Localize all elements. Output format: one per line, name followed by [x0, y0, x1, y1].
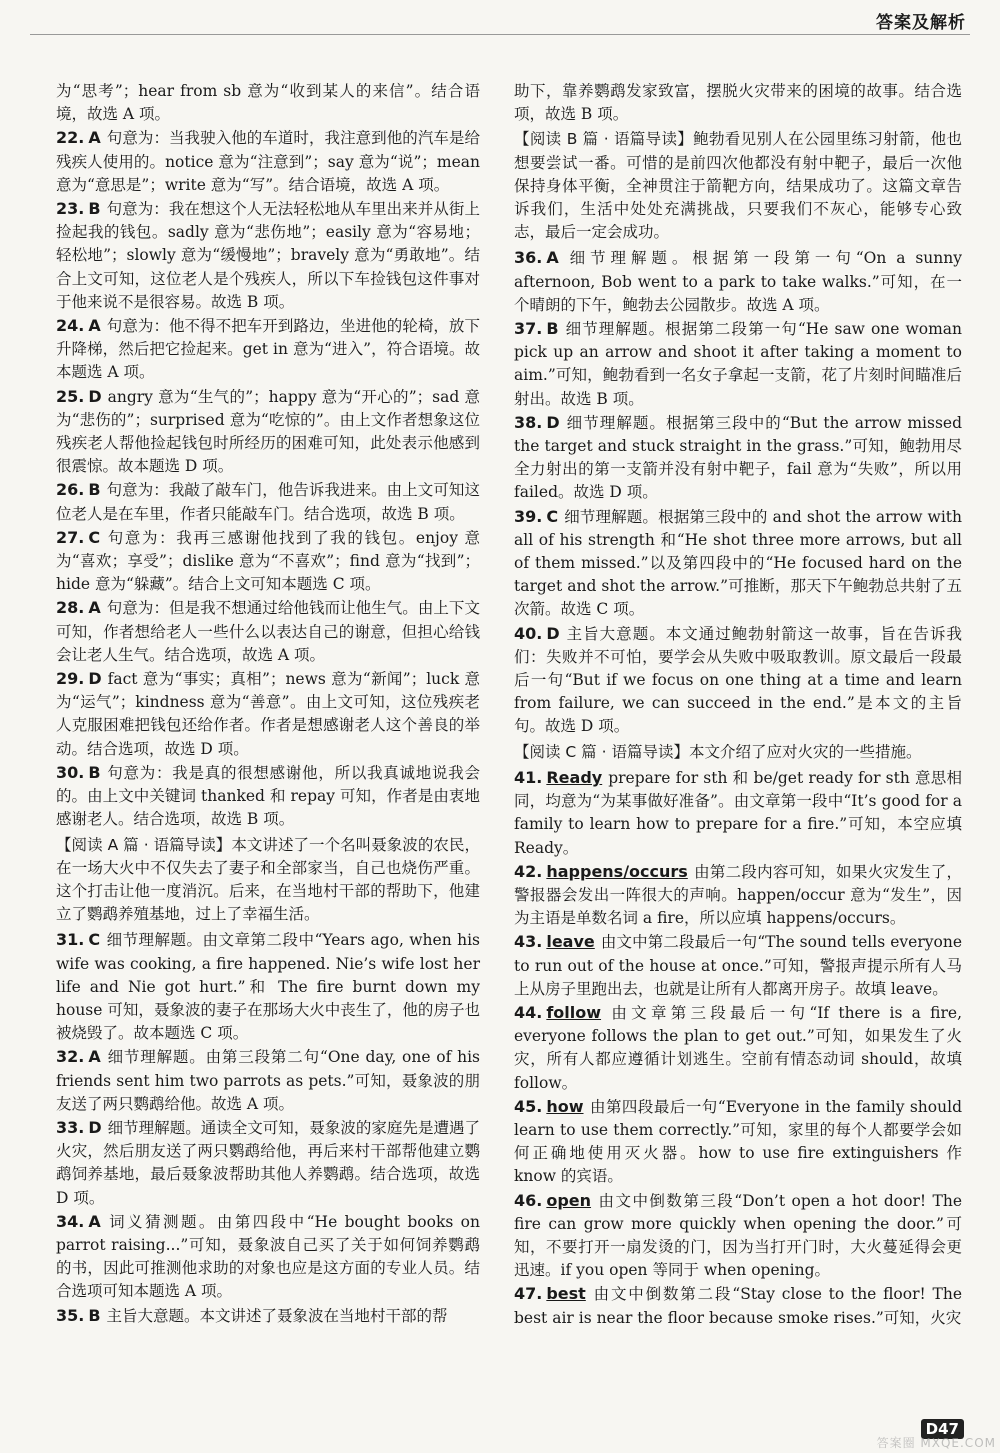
answer-entry: [56, 80, 480, 126]
explanation-text: 句意为：但是我不想通过给他钱而让他生气。由上下文可知，作者想给老人一些什么以表达自己的谢意，但担心给钱会让老人生气。结合选项，故选 A 项。: [56, 599, 480, 664]
question-number: 44.: [514, 1002, 543, 1022]
explanation-text: 由文章第三段最后一句“If there is a fire, everyone follows the plan to get out.”可知，如果发生了火灾，所有人都应遵循计划逃生。空前有情态动词 should，故填 follow。: [514, 1003, 962, 1092]
explanation-text: 细节理解题。由第三段第二句“One day, one of his friends sent him two parrots as pets.”可知，聂象波的朋友送了两只鹦鹉给他。故选 A 项。: [56, 1048, 480, 1113]
question-number: 31.: [56, 930, 85, 950]
question-number: 32.: [56, 1047, 85, 1067]
answer-key: open: [546, 1190, 592, 1210]
question-number: 25.: [56, 386, 85, 406]
question-number: 28.: [56, 598, 85, 618]
answer-entry: [56, 667, 480, 761]
explanation-text: 助下，靠养鹦鹉发家致富，摆脱火灾带来的困境的故事。结合选项，故选 B 项。: [514, 82, 962, 124]
question-number: 46.: [514, 1190, 543, 1210]
answer-entry: [514, 505, 962, 622]
explanation-text: angry 意为“生气的”；happy 意为“开心的”；sad 意为“悲伤的”；surprised 意为“吃惊的”。由上文作者想象这位残疾老人帮他捡起钱包时所经历的困难可知，此处表示他感到很震惊。故本题选 D 项。: [56, 387, 480, 476]
answer-key: D: [546, 623, 560, 643]
answer-key: A: [88, 1211, 101, 1231]
answer-key: A: [88, 316, 101, 336]
answer-key: B: [88, 480, 101, 500]
question-number: 43.: [514, 932, 543, 952]
answer-entry: [514, 411, 962, 505]
header-divider: [30, 34, 970, 35]
answer-entry: [514, 317, 962, 411]
answer-key: D: [88, 1117, 102, 1137]
answer-entry: [56, 596, 480, 667]
question-number: 27.: [56, 527, 85, 547]
explanation-text: 由第二段内容可知，如果火灾发生了，警报器会发出一阵很大的声响。happen/occur 意为“发生”，因为主语是单数名词 a fire，所以应填 happens/occurs。: [514, 862, 962, 928]
question-number: 35.: [56, 1305, 85, 1325]
answer-key: best: [546, 1284, 586, 1304]
question-number: 26.: [56, 480, 85, 500]
answer-entry: [56, 1304, 480, 1328]
question-number: 22.: [56, 128, 85, 148]
answer-entry: [56, 314, 480, 385]
answer-key: D: [546, 412, 560, 432]
answer-entry: [56, 385, 480, 479]
answer-entry: [56, 478, 480, 525]
answer-entry: [56, 1045, 480, 1116]
right-column: [514, 80, 962, 1330]
answer-entry: [514, 1282, 962, 1329]
explanation-text: fact 意为“事实；真相”；news 意为“新闻”；luck 意为“运气”；kindness 意为“善意”。由上文可知，这位残疾老人克服困难把钱包还给作者。作者是想感谢老人这个善良的举动。结合选项，故选 D 项。: [56, 670, 480, 758]
question-number: 30.: [56, 762, 85, 782]
question-number: 24.: [56, 316, 85, 336]
answer-entry: [56, 1116, 480, 1210]
page-number: D47: [921, 1419, 964, 1439]
answer-key: A: [88, 128, 101, 148]
answer-key: B: [88, 199, 101, 219]
reading-guide: 【阅读 C 篇 · 语篇导读】本文介绍了应对火灾的一些措施。: [514, 742, 922, 761]
explanation-text: 细节理解题。根据第三段中的 and shot the arrow with all of his strength 和“He shot three more arrows, but all of them missed.”以及第四段中的“He focused hard on the target and shot the arrow.”可推断，那天下午鲍勃总共射了五次箭。故选 C 项。: [514, 507, 962, 619]
answer-entry: [514, 930, 962, 1001]
answer-key: D: [88, 386, 102, 406]
question-number: 23.: [56, 199, 85, 219]
answer-entry: [514, 622, 962, 739]
explanation-text: 细节理解题。根据第二段第一句“He saw one woman pick up an arrow and shoot it after taking a moment to aim.”可知，鲍勃看到一名女子拿起一支箭，花了片刻时间瞄准后射出。故选 B 项。: [514, 320, 962, 408]
question-number: 42.: [514, 861, 543, 881]
answer-entry: [514, 1001, 962, 1095]
reading-guide: 【阅读 A 篇 · 语篇导读】本文讲述了一个名叫聂象波的农民，在一场大火中不仅失去了妻子和全部家当，自己也烧伤严重。这个打击让他一度消沉。后来，在当地村干部的帮助下，他建立了鹦鹉养殖基地，过上了幸福生活。: [56, 835, 480, 924]
explanation-text: 为“思考”；hear from sb 意为“收到某人的来信”。结合语境，故选 A 项。: [56, 82, 480, 124]
answer-entry: [56, 761, 480, 832]
reading-guide: 【阅读 B 篇 · 语篇导读】鲍勃看见别人在公园里练习射箭，他也想要尝试一番。可惜的是前四次他都没有射中靶子，最后一次他保持身体平衡，全神贯注于箭靶方向，结果成功了。这篇文章告诉我们，生活中处处充满挑战，只要我们不灰心，能够专心致志，最后一定会成功。: [514, 130, 962, 242]
answer-entry: [56, 928, 480, 1045]
answer-key: C: [88, 527, 101, 547]
answer-entry: [514, 766, 962, 860]
answer-key: Ready: [546, 767, 603, 787]
answer-entry: [56, 526, 480, 597]
question-number: 40.: [514, 623, 543, 643]
explanation-text: 句意为：我是真的很想感谢他，所以我真诚地说我会的。由上文中关键词 thanked 和 repay 可知，作者是由衷地感谢老人。结合选项，故选 B 项。: [56, 763, 480, 829]
question-number: 34.: [56, 1211, 85, 1231]
question-number: 45.: [514, 1096, 543, 1116]
answer-key: A: [88, 598, 101, 618]
answer-key: B: [88, 1305, 101, 1325]
question-number: 47.: [514, 1284, 543, 1304]
explanation-text: 由第四段最后一句“Everyone in the family should learn to use them correctly.”可知，家里的每个人都要学会如何正确地使用灭火器。how to use fire extinguishers 作 know 的宾语。: [514, 1097, 962, 1186]
answer-entry: [514, 860, 962, 931]
explanation-text: 细节理解题。通读全文可知，聂象波的家庭先是遭遇了火灾，然后朋友送了两只鹦鹉给他，再后来村干部帮他建立鹦鹉饲养基地，最后聂象波帮助其他人养鹦鹉。结合选项，故选 D 项。: [56, 1118, 480, 1207]
answer-entry: [514, 1095, 962, 1189]
answer-key: C: [546, 506, 559, 526]
answer-entry: [56, 126, 480, 197]
explanation-text: 句意为：我再三感谢他找到了我的钱包。enjoy 意为“喜欢；享受”；dislike 意为“不喜欢”；find 意为“找到”；hide 意为“躲藏”。结合上文可知本题选 C 项。: [56, 528, 480, 594]
question-number: 29.: [56, 669, 85, 689]
explanation-text: 主旨大意题。本文讲述了聂象波在当地村干部的帮: [106, 1306, 448, 1325]
answer-key: happens/occurs: [546, 861, 688, 881]
explanation-text: 词义猜测题。由第四段中“He bought books on parrot raising...”可知，聂象波自己买了关于如何饲养鹦鹉的书，因此可推测他求助的对象也应是这方面的专业人员。结合选项可知本题选 A 项。: [56, 1212, 480, 1301]
explanation-text: 主旨大意题。本文通过鲍勃射箭这一故事，旨在告诉我们：失败并不可怕，要学会从失败中吸取教训。原文最后一段最后一句“But if we focus on one thing at a time and learn from failure, we can succeed in the end.”是本文的主旨句。故选 D 项。: [514, 624, 962, 736]
explanation-text: 细节理解题。由文章第二段中“Years ago, when his wife was cooking, a fire happened. Nie’s wife lost her life and Nie got hurt.”和 The fire burnt down my house 可知，聂象波的妻子在那场大火中丧生了，他的房子也被烧毁了。故本题选 C 项。: [56, 931, 480, 1043]
answer-key: B: [546, 319, 559, 339]
explanation-text: prepare for sth 和 be/get ready for sth 意思相同，均意为“为某事做好准备”。由文章第一段中“It’s good for a family to learn how to prepare for a fire.”可知，本空应填 Ready。: [514, 768, 962, 857]
question-number: 36.: [514, 248, 543, 268]
answer-entry: [56, 1210, 480, 1304]
explanation-text: 细节理解题。根据第三段中的“But the arrow missed the target and stuck straight in the grass.”可知，鲍勃用尽全力射出的第一支箭并没有射中靶子，fail 意为“失败”，所以用 failed。故选 D 项。: [514, 413, 962, 502]
page-header: 答案及解析: [876, 13, 966, 33]
answer-entry: [514, 80, 962, 126]
explanation-text: 句意为：他不得不把车开到路边，坐进他的轮椅，放下升降梯，然后把它捡起来。get in 意为“进入”，符合语境。故本题选 A 项。: [56, 317, 480, 382]
question-number: 39.: [514, 506, 543, 526]
question-number: 33.: [56, 1117, 85, 1137]
answer-key: A: [88, 1047, 101, 1067]
answer-entry: [514, 1189, 962, 1283]
question-number: 38.: [514, 412, 543, 432]
answer-entry: [56, 197, 480, 314]
explanation-text: 句意为：当我驶入他的车道时，我注意到他的汽车是给残疾人使用的。notice 意为“注意到”；say 意为“说”；mean 意为“意思是”；write 意为“写”。结合语境，故选 A 项。: [56, 129, 480, 194]
explanation-text: 细节理解题。根据第一段第一句“On a sunny afternoon, Bob went to a park to take walks.”可知，在一个晴朗的下午，鲍勃去公园散步。故选 A 项。: [514, 249, 962, 314]
answer-key: how: [546, 1096, 584, 1116]
answer-key: C: [88, 930, 101, 950]
left-column: [56, 80, 480, 1328]
answer-key: D: [88, 669, 102, 689]
question-number: 41.: [514, 767, 543, 787]
explanation-text: 句意为：我在想这个人无法轻松地从车里出来并从街上捡起我的钱包。sadly 意为“悲伤地”；easily 意为“容易地；轻松地”；slowly 意为“缓慢地”；bravely 意为“勇敢地”。结合上文可知，这位老人是个残疾人，所以下车捡钱包这件事对于他来说不是很容易。故选 B 项。: [56, 200, 480, 311]
answer-key: B: [88, 762, 101, 782]
explanation-text: 由文中倒数第二段“Stay close to the floor! The best air is near the floor because smoke rises.”可知，火灾: [514, 1285, 962, 1327]
answer-key: A: [546, 248, 559, 268]
watermark: 答案圈 MXQE.COM: [876, 1436, 996, 1450]
explanation-text: 由文中第二段最后一句“The sound tells everyone to run out of the house at once.”可知，警报声提示所有人马上从房子里跑出去，也就是让所有人都离开房子。故填 leave。: [514, 933, 962, 998]
explanation-text: 由文中倒数第三段“Don’t open a hot door! The fire can grow more quickly when opening the door.”可知，不要打开一扇发烫的门，因为当打开门时，大火蔓延得会更迅速。if you open 等同于 when opening。: [514, 1191, 962, 1280]
explanation-text: 句意为：我敲了敲车门，他告诉我进来。由上文可知这位老人是在车里，作者只能敲车门。结合选项，故选 B 项。: [56, 481, 480, 523]
question-number: 37.: [514, 319, 543, 339]
answer-entry: [514, 246, 962, 317]
answer-key: follow: [546, 1002, 602, 1022]
answer-key: leave: [546, 932, 595, 952]
